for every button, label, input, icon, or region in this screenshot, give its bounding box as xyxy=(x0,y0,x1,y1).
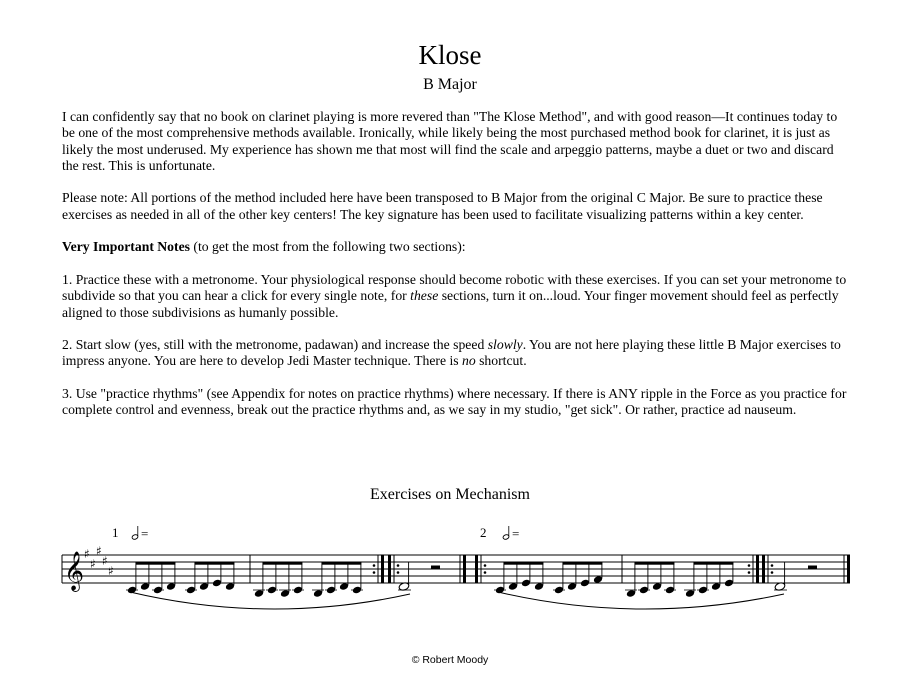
half-note xyxy=(398,562,411,591)
note-beam xyxy=(563,562,603,565)
note-item-1-text-b: sections, turn it on...loud. Your finger movement should feel as perfectly aligned to those subdivisions as humanly possible. xyxy=(62,288,839,320)
slur xyxy=(130,592,410,609)
beamed-eighth-group xyxy=(185,562,235,595)
body-text xyxy=(62,109,852,435)
note-beam xyxy=(322,562,362,565)
page-title: Klose xyxy=(418,40,482,70)
beamed-eighth-group xyxy=(494,562,544,595)
beamed-eighth-group xyxy=(684,562,734,598)
svg-text:♯: ♯ xyxy=(102,554,108,568)
note-beam xyxy=(136,562,176,565)
note-beam xyxy=(694,562,734,565)
slur xyxy=(498,592,784,609)
half-rest xyxy=(808,566,817,570)
music-staff xyxy=(60,520,855,620)
note-item-2-emphasis-2: no xyxy=(462,353,476,369)
beamed-eighth-group xyxy=(553,562,603,595)
note-item-2-text-c: shortcut. xyxy=(475,353,527,369)
exercise-2-tempo-mark xyxy=(502,526,519,541)
note-item-1 xyxy=(62,272,852,321)
beamed-eighth-group xyxy=(126,562,176,595)
notes-heading-line xyxy=(62,239,852,255)
svg-text:♯: ♯ xyxy=(96,544,102,558)
note-item-3: 3. Use "practice rhythms" (see Appendix for notes on practice rhythms) where necessary. If there is ANY ripple in the Force as you practice for complete control and evenness, break out the practice rhythms and, as we say in my studio, "get sick". Or rather, practice ad nauseum. xyxy=(62,386,847,418)
note-beam xyxy=(635,562,675,565)
tempo-equals: = xyxy=(141,526,149,541)
notes-heading: Very Important Notes xyxy=(62,239,190,255)
exercise-1-tempo-mark xyxy=(131,526,148,541)
beamed-eighth-group xyxy=(625,562,676,598)
page-subtitle: B Major xyxy=(423,76,477,93)
note-paragraph: Please note: All portions of the method included here have been transposed to B Major from the original C Major. Be sure to practice these exercises as needed in all of the other key centers! The key signature has been used to facilitate visualizing patterns within a key center. xyxy=(62,190,823,222)
treble-clef-icon: 𝄞 xyxy=(64,551,85,591)
note-beam xyxy=(195,562,235,565)
svg-text:♯: ♯ xyxy=(108,564,114,578)
beamed-eighth-group xyxy=(312,562,363,598)
note-item-2-emphasis-1: slowly xyxy=(487,337,523,353)
half-rest xyxy=(431,566,440,570)
note-item-2 xyxy=(62,337,852,370)
note-item-2-text-a: 2. Start slow (yes, still with the metronome, padawan) and increase the speed xyxy=(62,337,488,353)
note-item-1-emphasis: these xyxy=(410,288,439,304)
staff-lines xyxy=(62,555,850,583)
svg-text:♯: ♯ xyxy=(90,557,96,571)
exercise-2-number: 2 xyxy=(480,525,487,540)
half-note xyxy=(774,562,787,591)
exercise-1-number: 1 xyxy=(112,525,119,540)
exercises-title: Exercises on Mechanism xyxy=(370,486,530,503)
tempo-equals: = xyxy=(512,526,520,541)
note-item-2-text-b: . You are not here playing these little B Major exercises to impress anyone. You are here to develop Jedi Master technique. There is xyxy=(62,337,841,369)
note-beam xyxy=(504,562,544,565)
notes-heading-rest: (to get the most from the following two sections): xyxy=(190,239,466,255)
note-item-1-text-a: 1. Practice these with a metronome. Your physiological response should become robotic with these exercises. If you can set your metronome to subdivide so that you can hear a click for every single note, for xyxy=(62,271,847,304)
notes-group xyxy=(126,562,734,598)
note-beam xyxy=(263,562,303,565)
intro-paragraph: I can confidently say that no book on clarinet playing is more revered than "The Klose Method", and with good reason—It continues today to be one of the most comprehensive methods available. Ironically, while likely being the most purchased method book for clarinet, it is just as likely the most underused. My experience has shown me that most will find the scale and arpeggio patterns, maybe a duet or two and discard the rest. This is unfortunate. xyxy=(62,109,838,173)
key-signature-sharps xyxy=(84,544,114,578)
beamed-eighth-group xyxy=(253,562,304,598)
svg-text:♯: ♯ xyxy=(84,547,90,561)
copyright-footer: © Robert Moody xyxy=(411,654,489,666)
